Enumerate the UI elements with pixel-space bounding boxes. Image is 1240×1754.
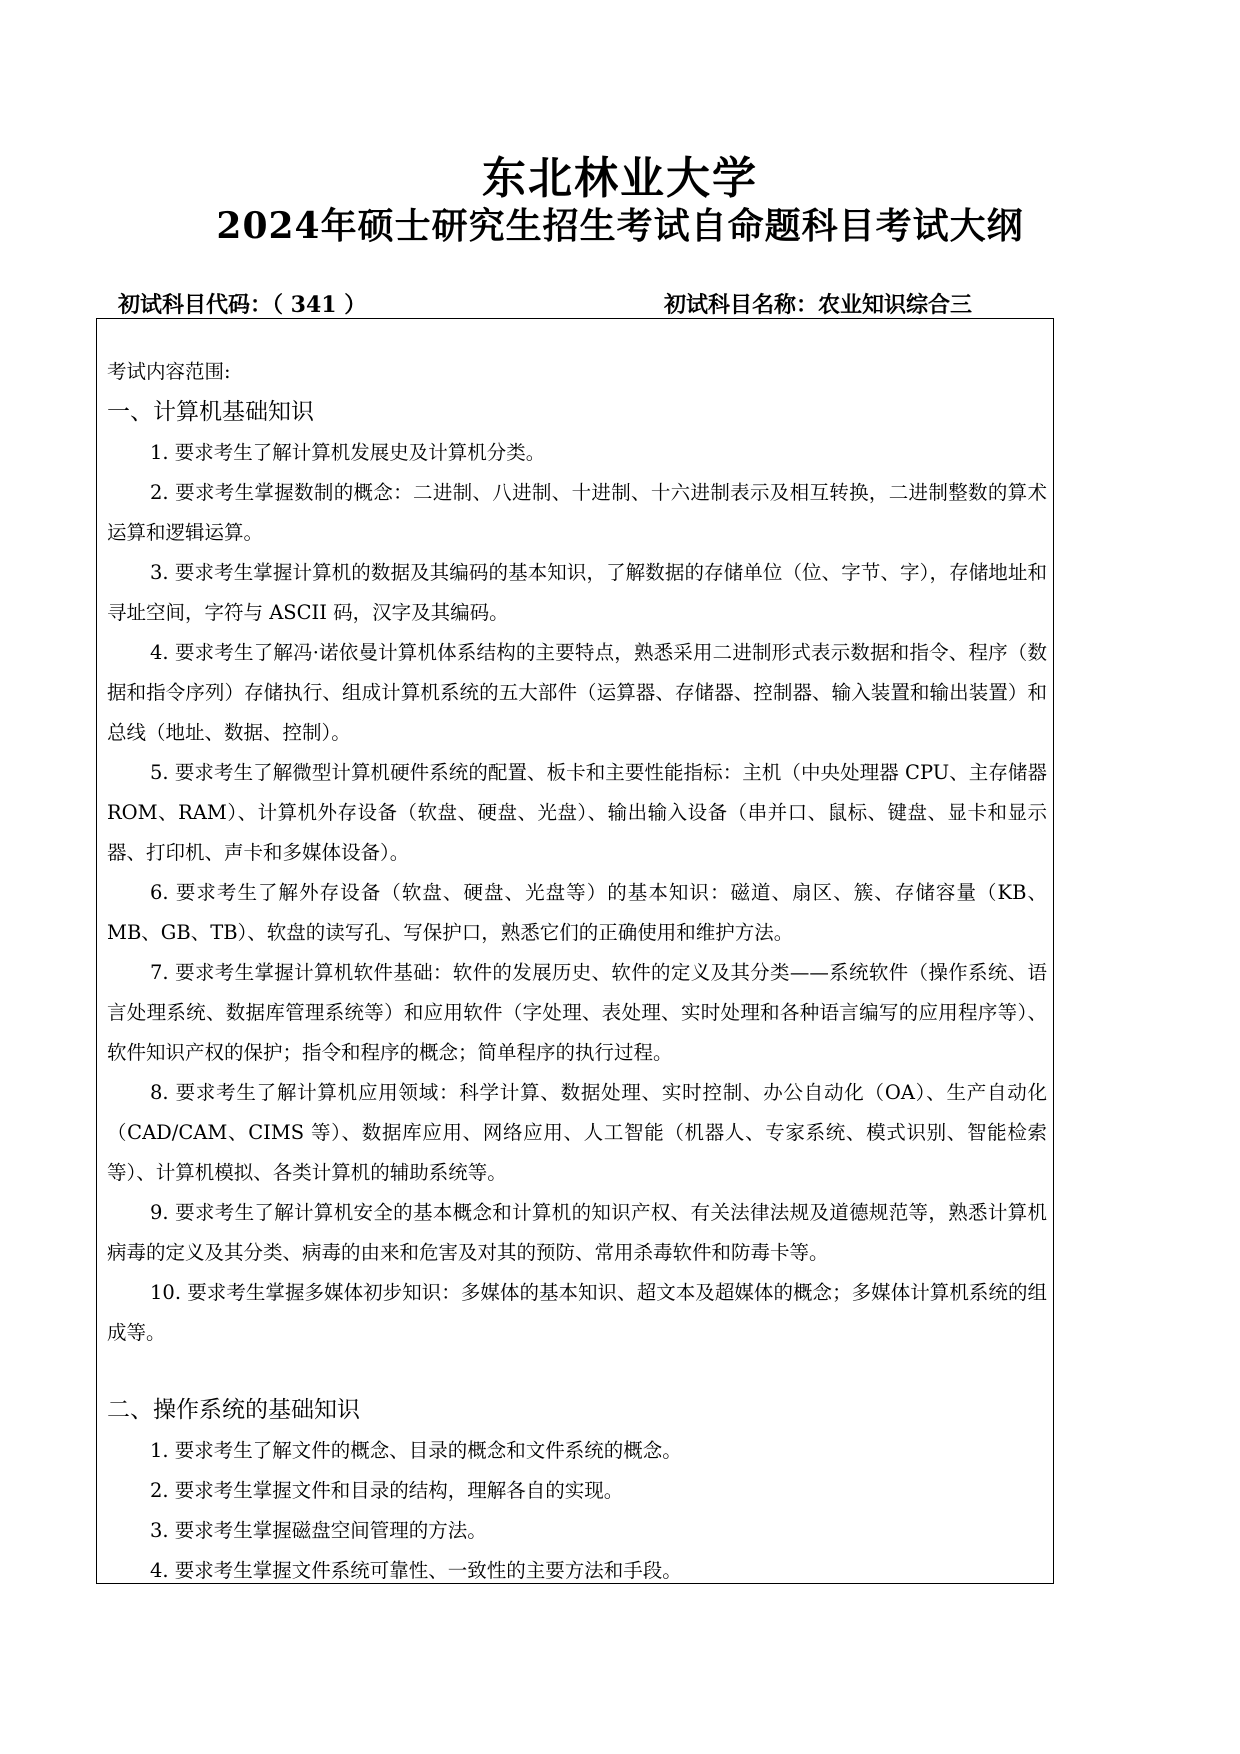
syllabus-content [107,353,1047,1591]
subject-name: 初试科目名称：农业知识综合三 [664,292,973,318]
list-item: 9. 要求考生了解计算机安全的基本概念和计算机的知识产权、有关法律法规及道德规范等，熟悉计算机病毒的定义及其分类、病毒的由来和危害及对其的预防、常用杀毒软件和防毒卡等。 [107,1201,1047,1264]
content-scope-heading: 考试内容范围: [107,360,231,383]
list-item: 2. 要求考生掌握数制的概念：二进制、八进制、十进制、十六进制表示及相互转换，二进制整数的算术运算和逻辑运算。 [107,481,1047,544]
list-item: 7. 要求考生掌握计算机软件基础：软件的发展历史、软件的定义及其分类——系统软件（操作系统、语言处理系统、数据库管理系统等）和应用软件（字处理、表处理、实时处理和各种语言编写的应用程序等）、软件知识产权的保护；指令和程序的概念；简单程序的执行过程。 [107,961,1047,1064]
section-spacer [107,1353,1047,1389]
list-item: 3. 要求考生掌握计算机的数据及其编码的基本知识，了解数据的存储单位（位、字节、字），存储地址和寻址空间，字符与 ASCII 码，汉字及其编码。 [107,561,1047,624]
list-item: 6. 要求考生了解外存设备（软盘、硬盘、光盘等）的基本知识：磁道、扇区、簇、存储容量（KB、MB、GB、TB）、软盘的读写孔、写保护口，熟悉它们的正确使用和维护方法。 [107,881,1047,944]
list-item: 4. 要求考生了解冯·诺依曼计算机体系结构的主要特点，熟悉采用二进制形式表示数据和指令、程序（数据和指令序列）存储执行、组成计算机系统的五大部件（运算器、存储器、控制器、输入装置和输出装置）和总线（地址、数据、控制）。 [107,641,1047,744]
subject-code: 初试科目代码：（ 341 ） [118,292,367,318]
syllabus-content-box [96,318,1054,1584]
list-item: 2. 要求考生掌握文件和目录的结构，理解各自的实现。 [150,1479,624,1502]
list-item: 8. 要求考生了解计算机应用领域：科学计算、数据处理、实时控制、办公自动化（OA）、生产自动化（CAD/CAM、CIMS 等）、数据库应用、网络应用、人工智能（机器人、专家系统、模式识别、智能检索等）、计算机模拟、各类计算机的辅助系统等。 [107,1081,1047,1184]
list-item: 5. 要求考生了解微型计算机硬件系统的配置、板卡和主要性能指标：主机（中央处理器 CPU、主存储器 ROM、RAM）、计算机外存设备（软盘、硬盘、光盘）、输出输入设备（串并口、鼠标、键盘、显卡和显示器、打印机、声卡和多媒体设备）。 [107,761,1047,864]
document-subtitle: 2024年硕士研究生招生考试自命题科目考试大纲 [216,205,1024,247]
list-item: 3. 要求考生掌握磁盘空间管理的方法。 [150,1519,487,1542]
section-title: 一、计算机基础知识 [107,399,314,425]
list-item: 1. 要求考生了解文件的概念、目录的概念和文件系统的概念。 [150,1439,682,1462]
list-item: 10. 要求考生掌握多媒体初步知识：多媒体的基本知识、超文本及超媒体的概念；多媒体计算机系统的组成等。 [107,1281,1047,1344]
university-title: 东北林业大学 [482,153,758,204]
section-title: 二、操作系统的基础知识 [107,1397,360,1423]
list-item: 1. 要求考生了解计算机发展史及计算机分类。 [150,441,546,464]
list-item: 4. 要求考生掌握文件系统可靠性、一致性的主要方法和手段。 [150,1559,682,1582]
